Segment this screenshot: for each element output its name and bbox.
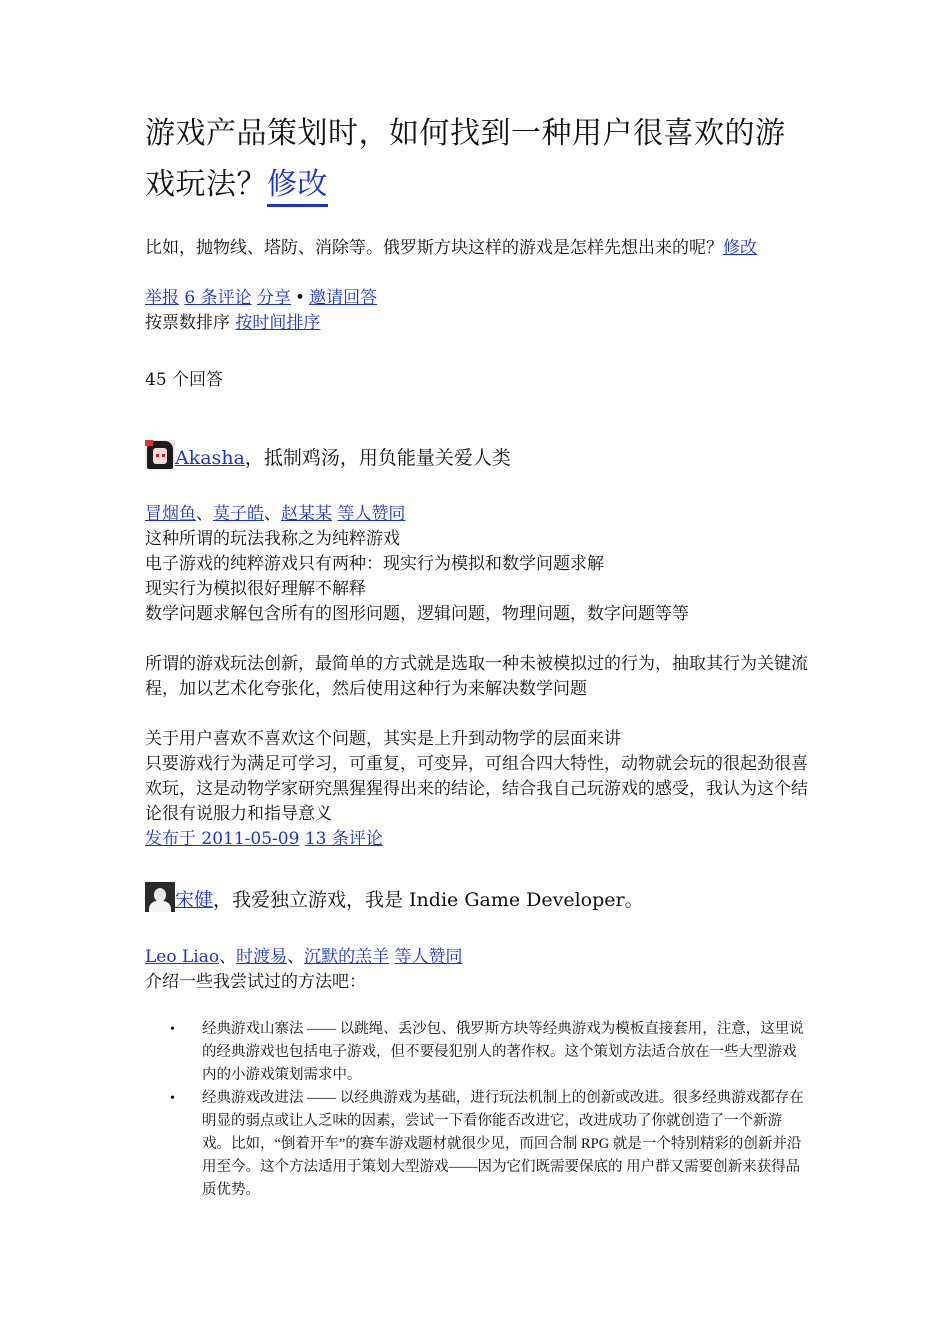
share-link[interactable]: 分享 bbox=[257, 288, 292, 308]
author-name-link[interactable]: 宋健 bbox=[175, 889, 214, 911]
upvoters bbox=[145, 945, 463, 970]
question-actions bbox=[145, 286, 377, 311]
more-voters-link[interactable]: 等人赞同 bbox=[337, 504, 406, 524]
voter-link[interactable]: 莫子皓 bbox=[213, 504, 264, 524]
sort-by-votes: 按票数排序 bbox=[145, 313, 230, 333]
question-title-block bbox=[145, 108, 810, 210]
author-bio: ，抵制鸡汤，用负能量关爱人类 bbox=[244, 447, 511, 469]
voter-link[interactable]: Leo Liao bbox=[145, 947, 220, 967]
separator-dot: • bbox=[295, 288, 306, 308]
answer-author bbox=[145, 882, 644, 917]
method-text: 经典游戏山寨法 —— 以跳绳、丢沙包、俄罗斯方块等经典游戏为模板直接套用，注意，这里说的经典游戏也包括电子游戏，但不要侵犯别人的著作权。这个策划方法适合放在一些大型游戏内的小游戏策划需求中。 bbox=[202, 1021, 804, 1083]
bullet-icon: • bbox=[170, 1022, 175, 1037]
answer-intro: 介绍一些我尝试过的方法吧： bbox=[145, 972, 366, 992]
voter-link[interactable]: 时渡易 bbox=[236, 947, 288, 967]
more-voters-link[interactable]: 等人赞同 bbox=[394, 947, 463, 967]
voter-separator: 、 bbox=[219, 947, 237, 967]
bullet-icon: • bbox=[170, 1091, 175, 1106]
answer-line: 电子游戏的纯粹游戏只有两种：现实行为模拟和数学问题求解 bbox=[145, 554, 604, 574]
voter-separator: 、 bbox=[264, 504, 281, 524]
method-text: 经典游戏改进法 —— 以经典游戏为基础，进行玩法机制上的创新或改进。很多经典游戏都存在明显的弱点或让人乏味的因素，尝试一下看你能否改进它，改进成功了你就创造了一个新游 戏。比如，“倒着开车”的赛车游戏题材就很少见，而回合制 RPG 就是一个特别精彩的创新并沿用至今。这个方法适用于策划大型游戏——因为它们既需要保底的 用户群又需要创新来获得品质优势。 bbox=[202, 1090, 804, 1198]
question-description: 比如，抛物线、塔防、消除等。俄罗斯方块这样的游戏是怎样先想出来的呢？ bbox=[145, 238, 723, 258]
edit-title-link[interactable]: 修改 bbox=[267, 167, 328, 207]
answer-body bbox=[145, 527, 810, 827]
anime-girl-avatar-icon[interactable] bbox=[145, 440, 175, 470]
answer-meta bbox=[145, 827, 383, 852]
sort-by-time-link[interactable]: 按时间排序 bbox=[235, 313, 321, 333]
invite-answer-link[interactable]: 邀请回答 bbox=[309, 288, 378, 308]
question-description-block bbox=[145, 236, 810, 261]
voter-link[interactable]: 赵某某 bbox=[281, 504, 332, 524]
methods-list bbox=[145, 1018, 810, 1202]
comments-link[interactable]: 6 条评论 bbox=[184, 288, 252, 308]
answer-count: 45 个回答 bbox=[145, 370, 224, 390]
answer-comments-link[interactable]: 13 条评论 bbox=[304, 829, 383, 849]
author-bio: ，我爱独立游戏，我是 Indie Game Developer。 bbox=[213, 889, 644, 911]
upvoters bbox=[145, 502, 405, 527]
list-item bbox=[145, 1018, 810, 1087]
author-name-link[interactable]: Akasha bbox=[175, 447, 245, 469]
answer-line: 只要游戏行为满足可学习，可重复，可变异，可组合四大特性，动物就会玩的很起劲很喜欢玩，这是动物学家研究黑猩猩得出来的结论，结合我自己玩游戏的感受，我认为这个结论很有说服力和指导意义 bbox=[145, 754, 808, 824]
answer-line: 数学问题求解包含所有的图形问题，逻辑问题，物理问题，数字问题等等 bbox=[145, 604, 689, 624]
answer-line: 这种所谓的玩法我称之为纯粹游戏 bbox=[145, 529, 400, 549]
answer-line: 所谓的游戏玩法创新，最简单的方式就是选取一种未被模拟过的行为，抽取其行为关键流程，加以艺术化夸张化，然后使用这种行为来解决数学问题 bbox=[145, 654, 808, 699]
report-link[interactable]: 举报 bbox=[145, 288, 179, 308]
answer-line: 关于用户喜欢不喜欢这个问题，其实是上升到动物学的层面来讲 bbox=[145, 729, 621, 749]
sort-options bbox=[145, 311, 320, 336]
voter-link[interactable]: 冒烟鱼 bbox=[145, 504, 196, 524]
answer-author bbox=[145, 440, 511, 475]
answer-line: 现实行为模拟很好理解不解释 bbox=[145, 579, 366, 599]
voter-separator: 、 bbox=[196, 504, 213, 524]
edit-description-link[interactable]: 修改 bbox=[723, 238, 757, 258]
voter-separator: 、 bbox=[287, 947, 305, 967]
black-white-portrait-avatar-icon[interactable] bbox=[145, 882, 175, 912]
question-title: 游戏产品策划时，如何找到一种用户很喜欢的游戏玩法？ bbox=[145, 116, 786, 202]
list-item bbox=[145, 1087, 810, 1202]
publish-date-link[interactable]: 发布于 2011-05-09 bbox=[145, 829, 300, 849]
voter-link[interactable]: 沉默的羔羊 bbox=[304, 947, 390, 967]
